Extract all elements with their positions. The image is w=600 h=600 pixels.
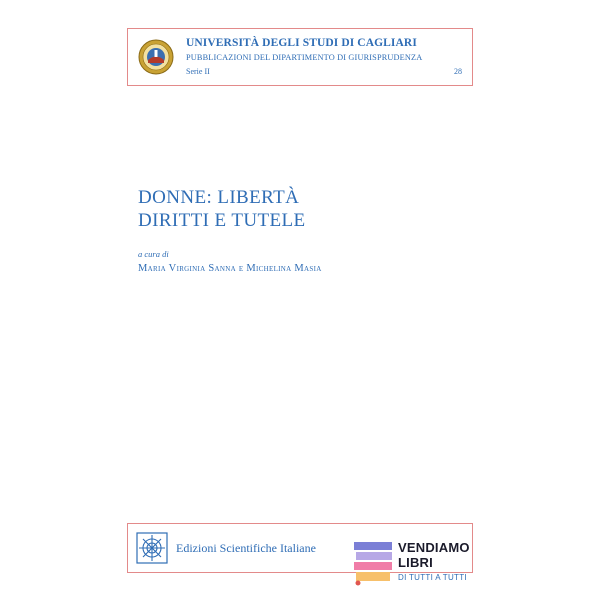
- badge-tagline: DI TUTTI A TUTTI: [398, 573, 467, 582]
- badge-line1: VENDIAMO: [398, 540, 470, 555]
- volume-number: 28: [454, 67, 462, 76]
- series-label: Serie II: [186, 67, 210, 76]
- stacked-books-icon: [352, 540, 394, 586]
- university-seal-icon: [138, 39, 174, 75]
- book-title-line1: DONNE: LIBERTÀ: [138, 187, 300, 208]
- publications-line: PUBBLICAZIONI DEL DIPARTIMENTO DI GIURISPRUDENZA: [186, 53, 423, 62]
- book-title: [138, 186, 306, 232]
- series-header-box: [127, 28, 473, 86]
- editors-names: Maria Virginia Sanna e Michelina Masia: [138, 263, 322, 274]
- publisher-name: Edizioni Scientifiche Italiane: [176, 541, 316, 555]
- editor-label: a cura di: [138, 249, 169, 259]
- university-name: UNIVERSITÀ DEGLI STUDI DI CAGLIARI: [186, 37, 417, 49]
- vendiamo-libri-badge: [352, 540, 492, 590]
- book-title-line2: DIRITTI E TUTELE: [138, 210, 306, 231]
- publisher-logo-icon: [136, 532, 168, 564]
- badge-line2: LIBRI: [398, 555, 433, 570]
